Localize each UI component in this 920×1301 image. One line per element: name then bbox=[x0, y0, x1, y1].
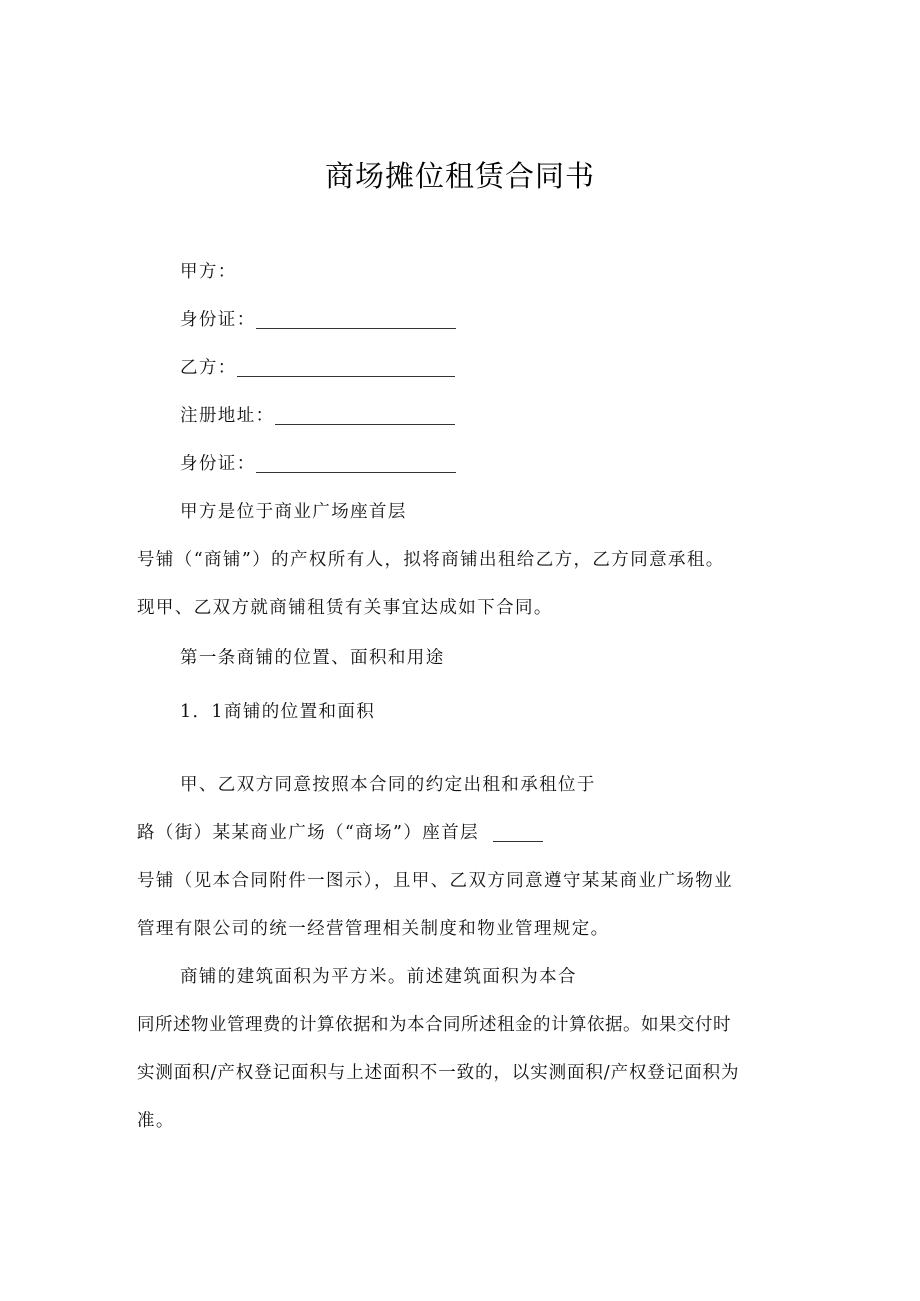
intro-line-2: 号铺（“商铺”）的产权所有人，拟将商铺出租给乙方，乙方同意承租。 bbox=[137, 550, 725, 570]
intro-line-3: 现甲、乙双方就商铺租赁有关事宜达成如下合同。 bbox=[137, 598, 553, 618]
id-card-a-blank[interactable] bbox=[256, 327, 456, 329]
party-a-line bbox=[180, 260, 237, 284]
area-para-line-4: 准。 bbox=[137, 1111, 175, 1131]
area-para-line-2: 同所述物业管理费的计算依据和为本合同所述租金的计算依据。如果交付时 bbox=[137, 1015, 731, 1035]
id-card-a-label: 身份证： bbox=[180, 310, 256, 330]
id-card-a-line bbox=[180, 308, 456, 332]
party-a-label: 甲方： bbox=[180, 262, 237, 282]
party-b-label: 乙方： bbox=[180, 358, 237, 378]
intro-line-1: 甲方是位于商业广场座首层 bbox=[180, 502, 407, 522]
party-b-line bbox=[180, 356, 455, 380]
location-para-line-4: 管理有限公司的统一经营管理相关制度和物业管理规定。 bbox=[137, 919, 610, 939]
reg-address-label: 注册地址： bbox=[180, 406, 275, 426]
id-card-b-blank[interactable] bbox=[256, 471, 456, 473]
area-para-line-3: 实测面积/产权登记面积与上述面积不一致的，以实测面积/产权登记面积为 bbox=[137, 1063, 740, 1083]
location-para-line-2 bbox=[137, 821, 543, 845]
location-para-line-3: 号铺（见本合同附件一图示），且甲、乙双方同意遵守某某商业广场物业 bbox=[137, 871, 734, 891]
location-para-line-2-text: 路（街）某某商业广场（“商场”）座首层 bbox=[137, 823, 479, 843]
article-1-1-heading: 1．1商铺的位置和面积 bbox=[180, 702, 376, 722]
party-b-blank[interactable] bbox=[237, 375, 455, 377]
article-1-heading: 第一条商铺的位置、面积和用途 bbox=[180, 648, 445, 668]
id-card-b-line bbox=[180, 452, 456, 476]
id-card-b-label: 身份证： bbox=[180, 454, 256, 474]
reg-address-blank[interactable] bbox=[275, 423, 455, 425]
document-title: 商场摊位租赁合同书 bbox=[324, 159, 595, 193]
reg-address-line bbox=[180, 404, 455, 428]
location-para-line-1: 甲、乙双方同意按照本合同的约定出租和承租位于 bbox=[180, 775, 596, 795]
shop-number-blank[interactable] bbox=[493, 840, 543, 842]
area-para-line-1: 商铺的建筑面积为平方米。前述建筑面积为本合 bbox=[180, 967, 577, 987]
